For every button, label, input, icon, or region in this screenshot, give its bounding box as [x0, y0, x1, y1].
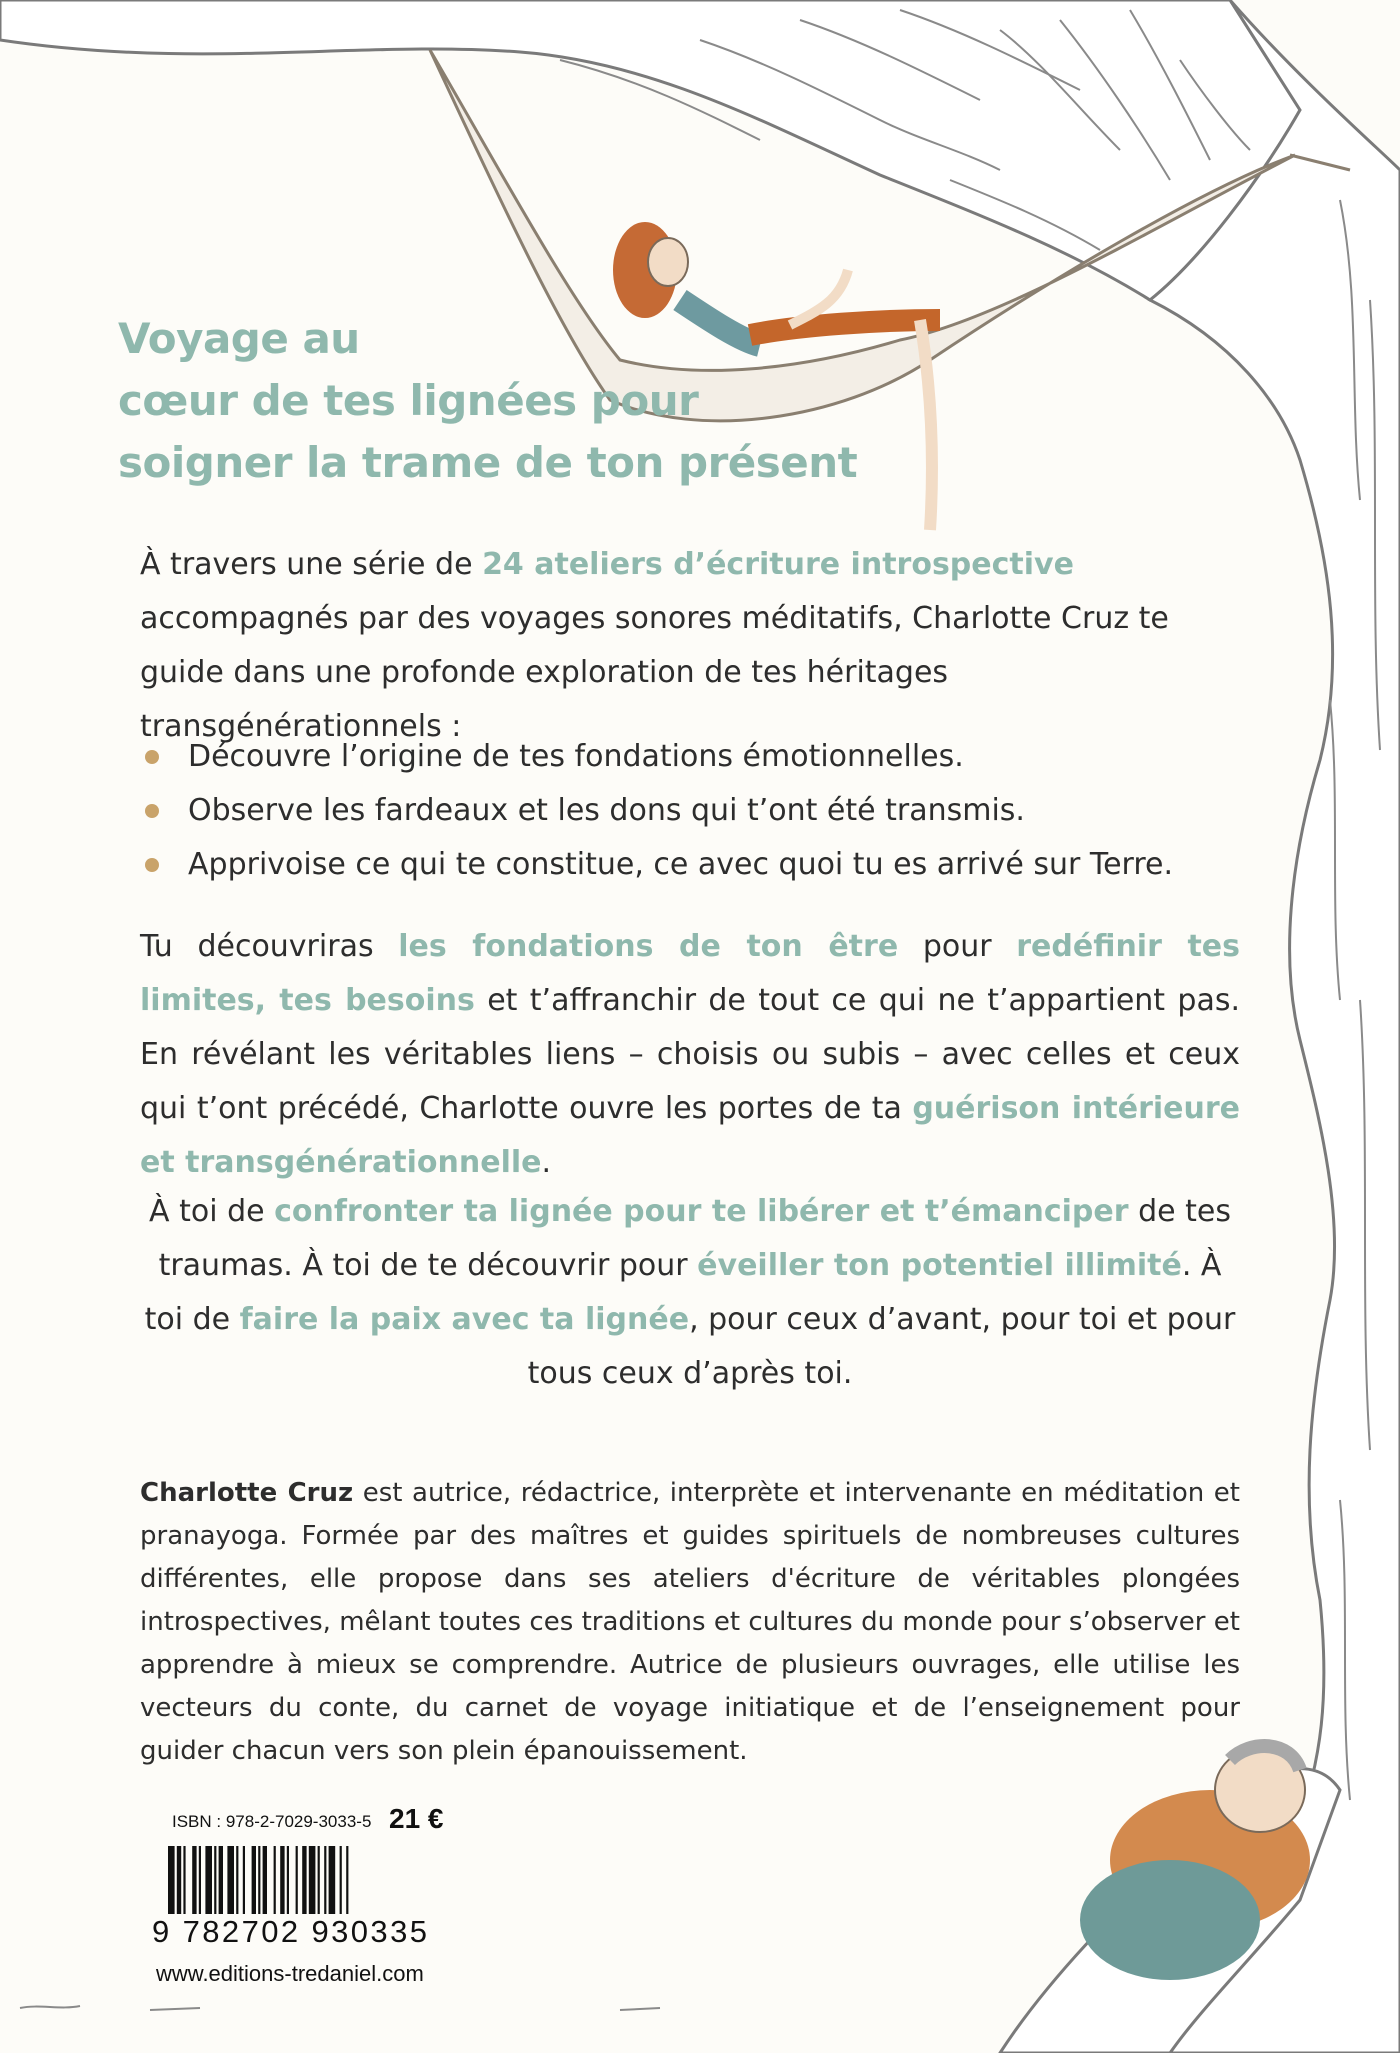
barcode-bar — [346, 1846, 348, 1918]
barcode-bar — [263, 1846, 267, 1918]
center-highlight-3: faire la paix avec ta lignée — [239, 1302, 690, 1337]
barcode-bar — [340, 1846, 342, 1918]
isbn: ISBN : 978-2-7029-3033-5 — [172, 1812, 372, 1831]
intro-highlight: 24 ateliers d’écriture introspective — [482, 547, 1074, 582]
barcode-bar — [199, 1846, 201, 1918]
barcode-bar — [324, 1846, 326, 1918]
bullet-dot-icon — [145, 804, 159, 818]
center-highlight-1: confronter ta lignée pour te libérer et t’émanciper — [274, 1194, 1129, 1229]
list-item — [140, 784, 1240, 838]
intro-text: À travers une série de — [140, 547, 483, 582]
barcode-bar — [280, 1846, 284, 1918]
barcode-bar — [302, 1846, 306, 1918]
publisher-website[interactable]: www.editions-tredaniel.com — [156, 1961, 424, 1986]
barcode-bar — [309, 1846, 316, 1918]
center-text-3: . À toi de — [144, 1248, 1222, 1337]
list-item — [140, 730, 1240, 784]
center-text-4: , pour ceux d’avant, pour toi et pour tous ceux d’après toi. — [527, 1302, 1236, 1391]
intro-paragraph — [140, 538, 1240, 754]
barcode-bar — [318, 1846, 320, 1918]
barcode-bar — [274, 1846, 276, 1918]
centered-paragraph — [140, 1185, 1240, 1401]
bullet-list — [140, 730, 1240, 892]
barcode-bar — [183, 1846, 185, 1918]
barcode-bar — [227, 1846, 234, 1918]
para2-highlight-2: redéfinir tes limites, tes besoins — [140, 929, 1240, 1018]
barcode-bar — [214, 1846, 216, 1918]
discovery-paragraph — [140, 920, 1240, 1190]
barcode-bar — [205, 1846, 212, 1918]
bullet-text: Observe les fardeaux et les dons qui t’ont été transmis. — [188, 793, 1025, 828]
barcode-bar — [177, 1846, 181, 1918]
barcode-bar — [219, 1846, 223, 1918]
headline-line-2: cœur de tes lignées pour — [118, 376, 699, 425]
barcode-bar — [287, 1846, 289, 1918]
barcode-bar — [329, 1846, 336, 1918]
para2-text-1: Tu découvriras — [140, 929, 399, 964]
barcode-bar — [252, 1846, 256, 1918]
barcode-bar — [243, 1846, 245, 1918]
barcode-bar — [236, 1846, 238, 1918]
intro-text-2: accompagnés par des voyages sonores méditatifs, Charlotte Cruz te guide dans une profonde exploration de tes héritages transgénérationnels : — [140, 601, 1169, 744]
bullet-dot-icon — [145, 750, 159, 764]
headline — [118, 308, 878, 494]
bullet-text: Découvre l’origine de tes fondations émotionnelles. — [188, 739, 964, 774]
center-text-1: À toi de — [149, 1194, 275, 1229]
author-name: Charlotte Cruz — [140, 1478, 354, 1508]
barcode-bar — [168, 1846, 175, 1918]
bullet-text: Apprivoise ce qui te constitue, ce avec quoi tu es arrivé sur Terre. — [188, 847, 1174, 882]
barcode — [168, 1846, 434, 1918]
ground-line — [20, 2006, 660, 2010]
barcode-number: 9 782702 930335 — [152, 1914, 430, 1949]
headline-line-1: Voyage au — [118, 314, 360, 363]
center-highlight-2: éveiller ton potentiel illimité — [697, 1248, 1182, 1283]
para2-text-3: et t’affranchir de tout ce qui ne t’appartient pas. En révélant les véritables liens – choisis ou subis – avec celles et ceux qui t’ont précédé, Charlotte ouvre les portes de ta — [140, 983, 1240, 1126]
para2-highlight-3: guérison intérieure et transgénérationnelle — [140, 1091, 1241, 1180]
center-text-2: de tes traumas. À toi de te découvrir pour — [158, 1194, 1231, 1283]
para2-highlight-1: les fondations de ton être — [398, 929, 899, 964]
bullet-dot-icon — [145, 858, 159, 872]
price: 21 € — [389, 1803, 444, 1834]
list-item — [140, 838, 1240, 892]
para2-text-2: pour — [898, 929, 1017, 964]
author-bio — [140, 1472, 1240, 1773]
para2-text-4: . — [541, 1145, 552, 1180]
barcode-bar — [258, 1846, 260, 1918]
barcode-bar — [192, 1846, 196, 1918]
barcode-bar — [296, 1846, 298, 1918]
author-bio-text: est autrice, rédactrice, interprète et intervenante en méditation et pranayoga. Formée par des maîtres et guides spirituels de nombreuses cultures différentes, elle propose dans ses ateliers d'écriture de véritables plongées introspectives, mêlant toutes ces traditions et cultures du monde pour s’observer et apprendre à mieux se comprendre. Autrice de plusieurs ouvrages, elle utilise les vecteurs du conte, du carnet de voyage initiatique et de l’enseignement pour guider chacun vers son plein épanouissement. — [140, 1478, 1240, 1766]
headline-line-3: soigner la trame de ton présent — [118, 438, 858, 487]
